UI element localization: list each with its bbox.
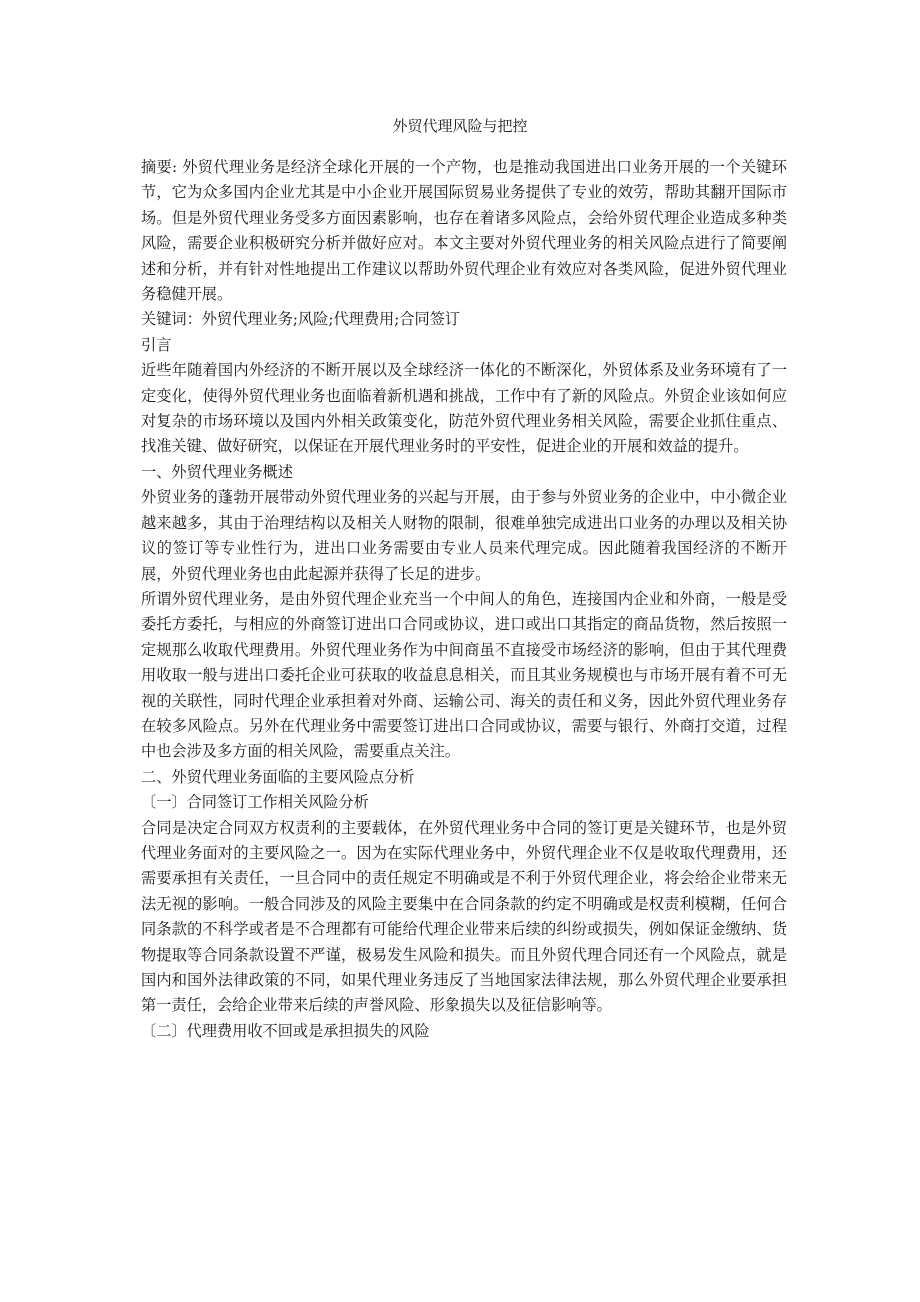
document-title: 外贸代理风险与把控 [392,117,528,135]
body-paragraph: 所谓外贸代理业务，是由外贸代理企业充当一个中间人的角色，连接国内企业和外商，一般是受委托方委托，与相应的外商签订进出口合同或协议，进口或出口其指定的商品货物，然后按照一定规那么收取代理费用。外贸代理业务作为中间商虽不直接受市场经济的影响，但由于其代理费用收取一般与进出口委托企业可获取的收益息息相关，而且其业务规模也与市场开展有着不可无视的关联性，同时代理企业承担着对外商、运输公司、海关的责任和义务，因此外贸代理业务存在较多风险点。另外在代理业务中需要签订进出口合同或协议，需要与银行、外商打交道，过程中也会涉及多方面的相关风险，需要重点关注。 [141,589,787,761]
subsection-heading-2-2: 〔二〕代理费用收不回或是承担损失的风险 [141,1021,430,1040]
section-heading-2: 二、外贸代理业务面临的主要风险点分析 [141,767,415,786]
keywords-line: 关键词：外贸代理业务;风险;代理费用;合同签订 [141,310,461,329]
abstract-paragraph: 摘要: 外贸代理业务是经济全球化开展的一个产物，也是推动我国进出口业务开展的一个关键环节，它为众多国内企业尤其是中小企业开展国际贸易业务提供了专业的效劳，帮助其翻开国际市场。但是外贸代理业务受多方面因素影响，也存在着诸多风险点，会给外贸代理企业造成多种类风险，需要企业积极研究分析并做好应对。本文主要对外贸代理业务的相关风险点进行了简要阐述和分析，并有针对性地提出工作建议以帮助外贸代理企业有效应对各类风险，促进外贸代理业务稳健开展。 [141,158,787,304]
body-paragraph: 外贸业务的蓬勃开展带动外贸代理业务的兴起与开展，由于参与外贸业务的企业中，中小微企业越来越多，其由于治理结构以及相关人财物的限制，很难单独完成进出口业务的办理以及相关协议的签订等专业性行为，进出口业务需要由专业人员来代理完成。因此随着我国经济的不断开展，外贸代理业务也由此起源并获得了长足的进步。 [141,488,787,583]
subsection-heading-2-1: 〔一〕合同签订工作相关风险分析 [141,793,369,812]
section-heading-1: 一、外贸代理业务概述 [141,462,293,481]
body-paragraph: 合同是决定合同双方权责利的主要载体，在外贸代理业务中合同的签订更是关键环节，也是外贸代理业务面对的主要风险之一。因为在实际代理业务中，外贸代理企业不仅是收取代理费用，还需要承担有关责任，一旦合同中的责任规定不明确或是不利于外贸代理企业，将会给企业带来无法无视的影响。一般合同涉及的风险主要集中在合同条款的约定不明确或是权责利模糊，任何合同条款的不科学或者是不合理都有可能给代理企业带来后续的纠纷或损失，例如保证金缴纳、货物提取等合同条款设置不严谨，极易发生风险和损失。而且外贸代理合同还有一个风险点，就是国内和国外法律政策的不同，如果代理业务违反了当地国家法律法规，那么外贸代理企业要承担第一责任，会给企业带来后续的声誉风险、形象损失以及征信影响等。 [141,818,787,1015]
introduction-paragraph: 近些年随着国内外经济的不断开展以及全球经济一体化的不断深化，外贸体系及业务环境有了一定变化，使得外贸代理业务也面临着新机遇和挑战，工作中有了新的风险点。外贸企业该如何应对复杂的市场环境以及国内外相关政策变化，防范外贸代理业务相关风险，需要企业抓住重点、找准关键、做好研究，以保证在开展代理业务时的平安性，促进企业的开展和效益的提升。 [141,361,787,456]
document-body [141,155,787,1044]
section-heading-introduction: 引言 [141,335,172,354]
